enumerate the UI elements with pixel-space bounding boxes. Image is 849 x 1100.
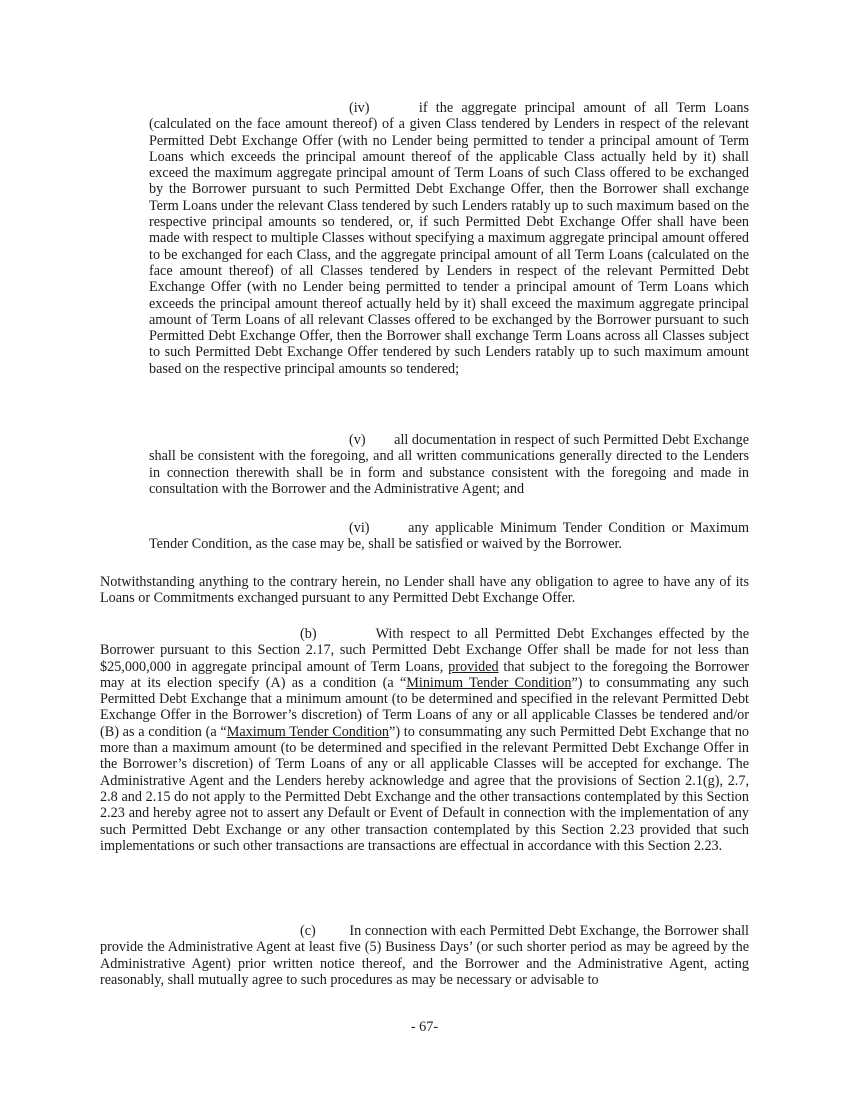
section-text-1: With respect to all Permitted Debt Exchanges effected by the Borrower pursuant to this Section 2.17, such Permitted Debt Exchange Offer shall be made for not less than $25,000,000 in aggregate principal amount of Term Loans, [100, 626, 749, 675]
clause-vi [149, 520, 749, 553]
section-text: In connection with each Permitted Debt Exchange, the Borrower shall provide the Administrative Agent at least five (5) Business Days’ (or such shorter period as may be agreed by the Administrative Agent) prior written notice thereof, and the Borrower and the Administrative Agent, acting reasonably, shall mutually agree to such procedures as may be necessary or advisable to [100, 923, 749, 988]
minimum-tender-condition-term: Minimum Tender Condition [406, 674, 572, 691]
clause-text: if the aggregate principal amount of all Term Loans (calculated on the face amount thereof) of a given Class tendered by Lenders in respect of the relevant Permitted Debt Exchange Offer (with no Lender being permitted to tender a principal amount of Term Loans which exceeds the principal amount thereof of the applicable Class actually held by it) shall exceed the maximum aggregate principal amount of Term Loans of such Class offered to be exchanged by the Borrower pursuant to such Permitted Debt Exchange Offer, then the Borrower shall exchange Term Loans under the relevant Class tendered by such Lenders ratably up to such maximum based on the respective principal amounts so tendered, or, if such Permitted Debt Exchange Offer shall have been made with respect to multiple Classes without specifying a maximum aggregate principal amount offered to be exchanged for each Class, and the aggregate principal amount of all Term Loans (calculated on the face amount thereof) of all Classes tendered by Lenders in respect of the relevant Permitted Debt Exchange Offer (with no Lender being permitted to tender a principal amount of Term Loans which exceeds the principal amount thereof actually held by it) shall exceed the maximum aggregate principal amount of Term Loans of all relevant Classes offered to be exchanged by the Borrower pursuant to such Permitted Debt Exchange Offer, then the Borrower shall exchange Term Loans across all Classes subject to such Permitted Debt Exchange Offer tendered by such Lenders ratably up to such maximum amount based on the respective principal amounts so tendered; [149, 100, 750, 377]
clause-marker: (vi) [349, 520, 370, 536]
paragraph-text: Notwithstanding anything to the contrary herein, no Lender shall have any obligation to agree to have any of its Loans or Commitments exchanged pursuant to any Permitted Debt Exchange Offer. [100, 574, 749, 607]
section-marker: (c) [300, 923, 316, 939]
page-number: - 67- [410, 1019, 439, 1035]
clause-marker: (v) [349, 432, 366, 448]
section-marker: (b) [300, 626, 317, 642]
clause-iv [149, 100, 749, 377]
section-text-4: ”) to consummating any such Permitted Debt Exchange that no more than a maximum amount (to be determined and specified in the relevant Permitted Debt Exchange Offer in the Borrower’s discretion) of Term Loans of any or all applicable Classes will be accepted for exchange. The Administrative Agent and the Lenders hereby acknowledge and agree that the provisions of Section 2.1(g), 2.7, 2.8 and 2.15 do not apply to the Permitted Debt Exchange and the other transactions contemplated by this Section 2.23 and hereby agree not to assert any Default or Event of Default in connection with the implementation of any such Permitted Debt Exchange or any other transaction contemplated by this Section 2.23 provided that such implementations or such other transactions are transactions are effectual in accordance with this Section 2.23. [100, 723, 750, 854]
section-text-2: that subject to the foregoing the Borrower may at its election specify (A) as a condition (a “ [100, 658, 750, 691]
section-text-3: ”) to consummating any such Permitted Debt Exchange that a minimum amount (to be determined and specified in the relevant Permitted Debt Exchange Offer in the Borrower’s discretion) of Term Loans of any or all applicable Classes be tendered and/or (B) as a condition (a “ [100, 674, 749, 740]
clause-v [149, 432, 749, 497]
section-c [100, 923, 749, 988]
clause-marker: (iv) [349, 100, 370, 116]
maximum-tender-condition-term: Maximum Tender Condition [226, 723, 390, 740]
clause-text: any applicable Minimum Tender Condition or Maximum Tender Condition, as the case may be, shall be satisfied or waived by the Borrower. [149, 520, 749, 553]
section-b [100, 626, 749, 854]
clause-text: all documentation in respect of such Permitted Debt Exchange shall be consistent with the foregoing, and all written communications generally directed to the Lenders in connection therewith shall be in form and substance consistent with the foregoing and made in consultation with the Borrower and the Administrative Agent; and [149, 432, 749, 497]
provided-term: provided [448, 658, 499, 675]
notwithstanding-paragraph [100, 574, 749, 607]
